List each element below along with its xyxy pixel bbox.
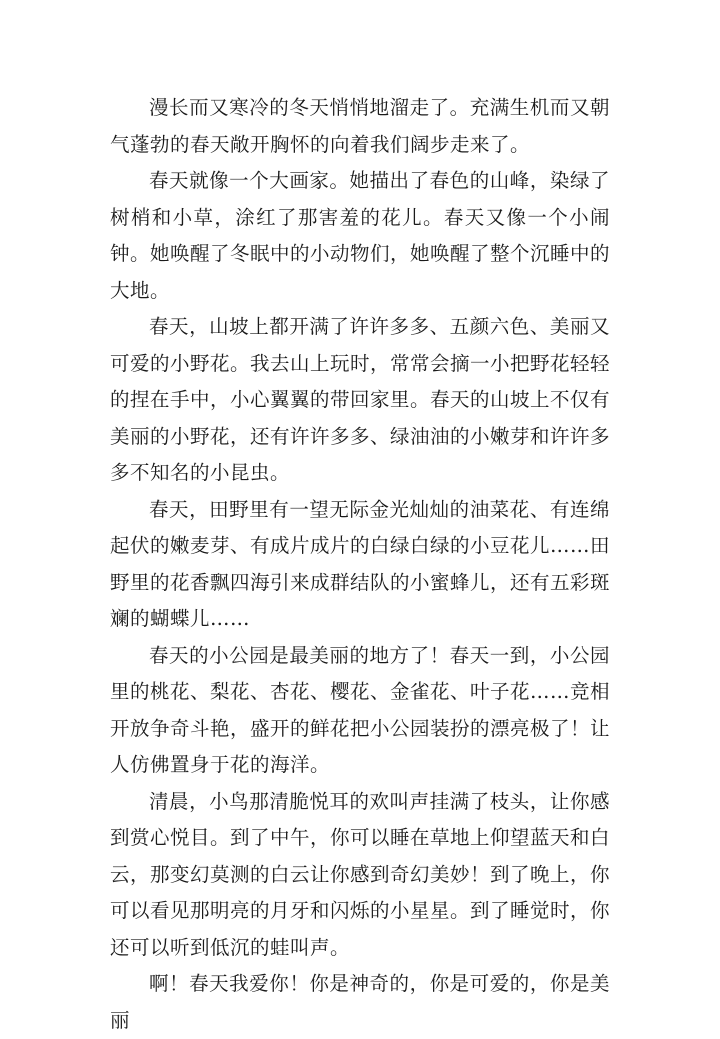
paragraph-fields: 春天，田野里有一望无际金光灿灿的油菜花、有连绵起伏的嫩麦芽、有成片成片的白绿白绿的小豆花儿……田野里的花香飘四海引来成群结队的小蜜蜂儿，还有五彩斑斓的蝴蝶儿…… xyxy=(110,497,611,630)
paragraph-winter-ends: 漫长而又寒冷的冬天悄悄地溜走了。充满生机而又朝气蓬勃的春天敞开胸怀的向着我们阔步走来了。 xyxy=(110,96,610,156)
document-body xyxy=(110,90,610,1039)
paragraph-hillside-flowers: 春天，山坡上都开满了许许多多、五颜六色、美丽又可爱的小野花。我去山上玩时，常常会摘一小把野花轻轻的捏在手中，小心翼翼的带回家里。春天的山坡上不仅有美丽的小野花，还有许许多多、绿油油的小嫩芽和许许多多不知名的小昆虫。 xyxy=(110,315,611,484)
paragraph-spring-painter: 春天就像一个大画家。她描出了春色的山峰，染绿了树梢和小草，涂红了那害羞的花儿。春天又像一个小闹钟。她唤醒了冬眠中的小动物们，她唤醒了整个沉睡中的大地。 xyxy=(110,169,611,302)
paragraph-love-spring: 啊！春天我爱你！你是神奇的，你是可爱的，你是美丽 xyxy=(110,972,610,1032)
paragraph-park: 春天的小公园是最美丽的地方了！春天一到，小公园里的桃花、梨花、杏花、樱花、金雀花、叶子花……竞相开放争奇斗艳，盛开的鲜花把小公园装扮的漂亮极了！让人仿佛置身于花的海洋。 xyxy=(110,643,611,776)
paragraph-day-cycle: 清晨，小鸟那清脆悦耳的欢叫声挂满了枝头，让你感到赏心悦目。到了中午，你可以睡在草地上仰望蓝天和白云，那变幻莫测的白云让你感到奇幻美妙！到了晚上，你可以看见那明亮的月牙和闪烁的小星星。到了睡觉时，你还可以听到低沉的蛙叫声。 xyxy=(110,789,611,959)
